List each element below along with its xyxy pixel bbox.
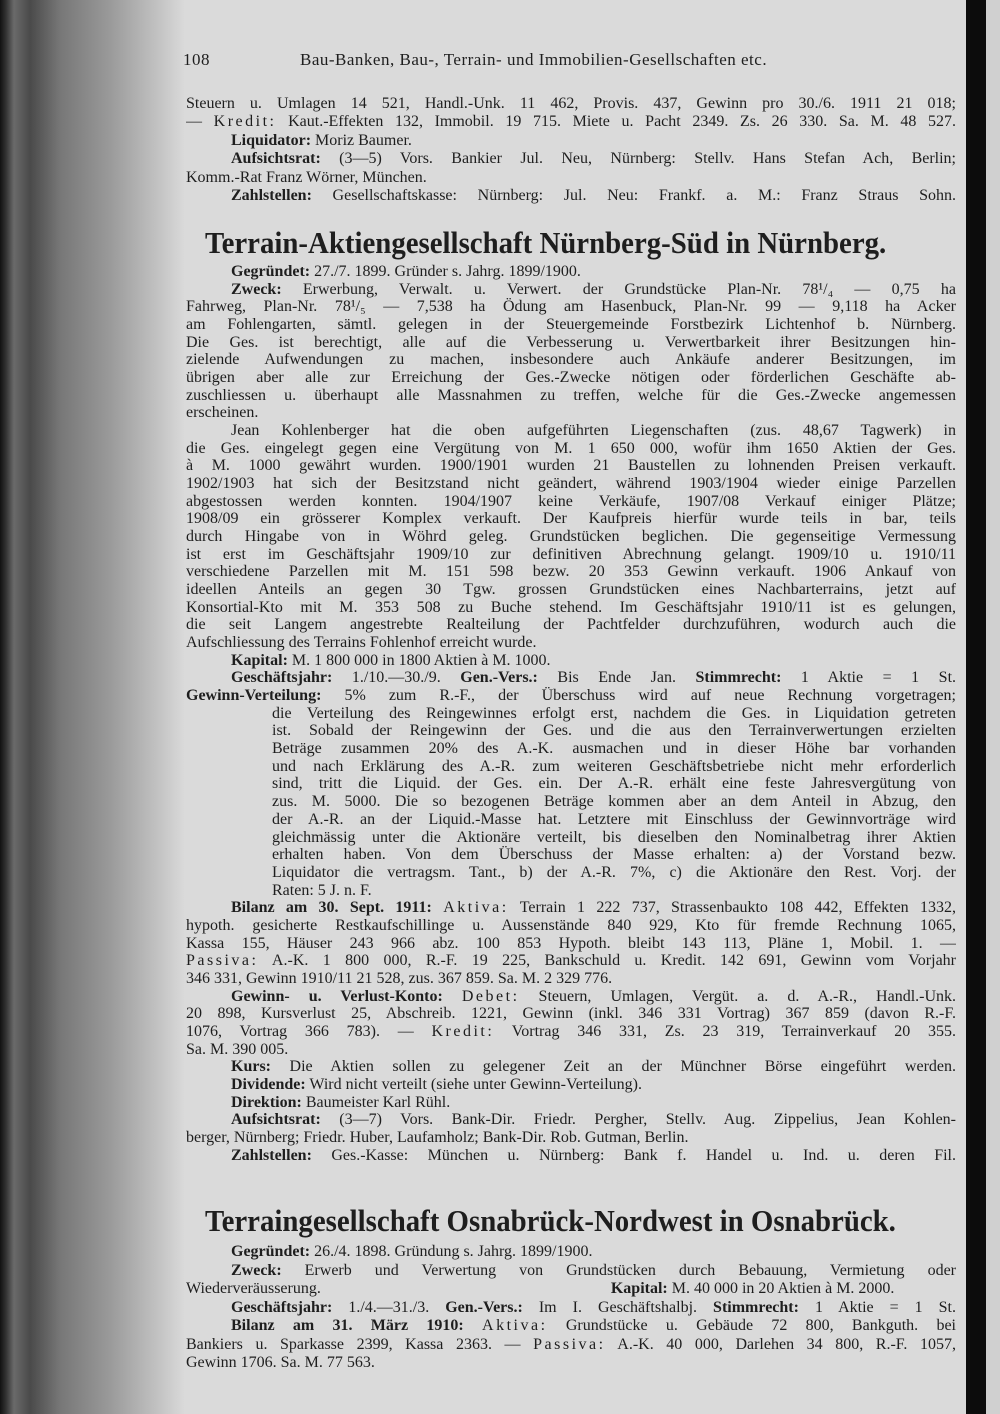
field-label: Zahlstellen: <box>231 1146 312 1164</box>
text-segment <box>464 1317 482 1334</box>
text-line <box>186 882 956 900</box>
text-line <box>186 634 956 652</box>
text-segment: ist. Sobald der Reingewinn der Ges. und die aus den Terrainverwertungen erzielten <box>272 722 956 740</box>
spaced-label: Kredit: <box>431 1022 495 1040</box>
text-segment: Bankiers u. Sparkasse 2399, Kassa 2363. — <box>186 1335 534 1353</box>
text-line <box>186 528 956 546</box>
text-segment <box>432 899 443 916</box>
text-segment: Raten: 5 J. n. F. <box>272 881 372 899</box>
text-segment: hypoth. gesicherte Restkaufschillinge u. Aussenstände 840 929, Kto für fremde Rechnung 1065, <box>186 916 956 934</box>
spaced-label: Kredit: <box>213 113 277 131</box>
text-line <box>186 316 956 334</box>
text-line <box>186 404 956 422</box>
text-segment: verschiedene Parzellen mit M. 151 598 bezw. 20 353 Gewinn verkauft. 1906 Ankauf von <box>186 563 956 581</box>
text-segment: 26./4. 1898. Gründung s. Jahrg. 1899/1900. <box>310 1243 593 1260</box>
text-line <box>186 1354 956 1373</box>
text-segment: Ges.-Kasse: München u. Nürnberg: Bank f. Handel u. Ind. u. deren Fil. <box>311 1146 956 1164</box>
text-segment: der A.-R. an der Liquid.-Masse hat. Letztere mit Einschluss der Gewinnvorträge wird <box>272 810 956 828</box>
text-segment: 346 331, Gewinn 1910/11 21 528, zus. 367 859. Sa. M. 2 329 776. <box>186 969 613 987</box>
text-segment: 1902/1903 hat sich der Besitzstand nicht geändert, während 1903/1904 wieder einige Parzellen <box>186 475 956 493</box>
text-line <box>186 95 956 113</box>
text-line <box>186 1147 956 1165</box>
text-segment: — <box>186 113 214 131</box>
text-line <box>186 1317 956 1336</box>
previous-company-entry <box>186 95 956 205</box>
text-segment: Konsortial-Kto mit M. 353 508 zu Buche stehend. Im Geschäftsjahr 1910/11 ist es gelungen, <box>186 598 956 616</box>
text-segment: Wiederveräusserung. <box>186 1280 321 1297</box>
text-line <box>186 1023 956 1041</box>
text-line <box>186 829 956 847</box>
text-line <box>186 263 956 281</box>
text-segment: Gesellschaftskasse: Nürnberg: Jul. Neu: Frankf. a. M.: Franz Straus Sohn. <box>311 186 956 204</box>
text-segment: Moriz Baumer. <box>311 131 412 149</box>
page-edge-shadow <box>966 0 986 1414</box>
text-line <box>186 1076 956 1094</box>
field-label: Gegründet: <box>231 263 311 280</box>
text-line <box>186 351 956 369</box>
text-segment: die Verteilung des Reingewinnes erfolgt erst, nachdem die Ges. in Liquidation getreten <box>272 704 956 722</box>
field-label: Bilanz am 30. Sept. 1911: <box>231 899 432 917</box>
text-line <box>186 1094 956 1112</box>
text-segment: Jean Kohlenberger hat die oben aufgeführten Liegenschaften (zus. 48,67 Tagwerk) in <box>231 422 956 440</box>
text-line <box>186 1041 956 1059</box>
text-segment: die Ges. eingelegt gegen eine Vergütung von M. 1 650 000, wofür ihm 1650 Aktien der Ges. <box>186 439 956 457</box>
field-label: Aufsichtsrat: <box>231 1111 321 1129</box>
text-segment: gleichmässig unter die Aktionäre verteilt, bis dieselben den Nominalbetrag ihrer Aktien <box>272 828 956 846</box>
text-segment: Baumeister Karl Rühl. <box>301 1093 451 1111</box>
text-line <box>186 581 956 599</box>
text-segment: Liquidator die vertragsm. Tant., b) der A.-R. 7%, c) die Aktionäre den Rest. Vorj. der <box>272 863 956 881</box>
text-segment: berger, Nürnberg; Friedr. Huber, Laufamholz; Bank-Dir. Rob. Gutman, Berlin. <box>186 1128 689 1146</box>
text-line <box>186 705 956 723</box>
text-segment: A.-K. 40 000, Darlehen 34 800, R.-F. 1057, <box>605 1335 956 1353</box>
text-line <box>186 1262 956 1281</box>
text-segment: und nach Erklärung des A.-R. zum weiteren Geschäftsbetriebe nicht mehr erforderlich <box>272 757 956 775</box>
text-segment: (3—7) Vors. Bank-Dir. Friedr. Pergher, Stellv. Aug. Zippelius, Jean Kohlen- <box>320 1111 956 1129</box>
text-segment: Erwerb und Verwertung von Grundstücken durch Bebauung, Vermietung oder <box>281 1261 956 1279</box>
text-segment: abgestossen werden konnten. 1904/1907 keine Verkäufe, 1907/08 Verkauf einiger Plätze; <box>186 492 956 510</box>
text-line <box>186 793 956 811</box>
field-label: Gegründet: <box>231 1243 311 1260</box>
text-segment: 1908/09 ein grösserer Komplex verkauft. Der Kaufpreis hierfür wurde teils in bar, teils <box>186 510 956 528</box>
company-heading-nuernberg-sued: Terrain-Aktiengesellschaft Nürnberg-Süd in Nürnberg. <box>205 225 887 260</box>
text-segment: 1 Aktie = 1 St. <box>781 669 956 687</box>
text-line <box>186 899 956 917</box>
text-line <box>186 1005 956 1023</box>
text-line <box>186 563 956 581</box>
field-label: Geschäftsjahr: <box>231 1298 333 1316</box>
text-segment: Kaut.-Effekten 132, Immobil. 19 715. Miete u. Pacht 2349. Zs. 26 330. Sa. M. 48 527. <box>276 113 956 131</box>
text-line <box>186 652 956 670</box>
text-segment: 27./7. 1899. Gründer s. Jahrg. 1899/1900. <box>310 263 581 280</box>
text-segment: A.-K. 1 800 000, R.-F. 19 225, Bankschuld u. Kredit. 142 691, Gewinn vom Vorjahr <box>258 952 956 970</box>
text-segment: Steuern, Umlagen, Vergüt. a. d. A.-R., Handl.-Unk. <box>519 987 956 1005</box>
text-line <box>186 510 956 528</box>
text-line <box>186 846 956 864</box>
text-segment: Vortrag 346 331, Zs. 23 319, Terrainverkauf 20 355. <box>494 1022 956 1040</box>
spaced-label: Debet: <box>461 987 520 1005</box>
text-segment: 1 Aktie = 1 St. <box>798 1298 956 1316</box>
text-line <box>186 440 956 458</box>
next-page-edge <box>986 0 1000 1414</box>
text-segment: 1./4.—31./3. <box>332 1298 446 1316</box>
text-line <box>186 169 956 187</box>
text-segment: zuschliessen u. überhaupt alle Massnahmen zu treffen, welche für die Ges.-Zwecke angemessen <box>186 386 956 404</box>
company-entry-nuernberg-sued <box>186 263 956 1164</box>
book-binding-shadow <box>0 0 185 1414</box>
text-line <box>186 187 956 205</box>
text-segment: (3—5) Vors. Bankier Jul. Neu, Nürnberg: Stellv. Hans Stefan Ach, Berlin; <box>320 150 956 168</box>
text-line <box>186 150 956 168</box>
text-line <box>186 811 956 829</box>
company-heading-osnabrueck-nordwest: Terraingesellschaft Osnabrück-Nordwest in Osnabrück. <box>205 1203 896 1238</box>
text-line <box>186 369 956 387</box>
text-line <box>186 935 956 953</box>
text-segment: zus. M. 5000. Die so bezogenen Beträge kommen aber an dem Anteil in Abzug, den <box>272 793 956 811</box>
text-line <box>186 740 956 758</box>
text-segment: Erwerbung, Verwalt. u. Verwert. der Grundstücke Plan-Nr. 78¹/₄ — 0,75 ha <box>281 280 956 298</box>
text-line <box>186 722 956 740</box>
text-segment: 5% zum R.-F., der Überschuss wird auf neue Rechnung vorgetragen; <box>321 687 956 705</box>
company-entry-osnabrueck-nordwest <box>186 1243 956 1373</box>
running-title: Bau-Banken, Bau-, Terrain- und Immobilien-Gesellschaften etc. <box>300 50 768 69</box>
text-line <box>186 758 956 776</box>
spaced-label: Aktiva: <box>482 1317 548 1334</box>
text-segment: Steuern u. Umlagen 14 521, Handl.-Unk. 11 462, Provis. 437, Gewinn pro 30./6. 1911 21 018; <box>186 95 956 112</box>
text-segment: M. 40 000 in 20 Aktien à M. 2000. <box>667 1280 895 1297</box>
text-line <box>186 775 956 793</box>
text-segment: Fahrweg, Plan-Nr. 78¹/₅ — 7,538 ha Ödung am Hasenbuck, Plan-Nr. 99 — 9,118 ha Acker <box>186 298 956 316</box>
text-segment: 20 898, Kursverlust 25, Abschreib. 1221, Gewinn (inkl. 346 331 Vortrag) 367 859 (davon R.-F. <box>186 1005 956 1023</box>
field-label: Liquidator: <box>231 131 312 149</box>
text-segment: Aufschliessung des Terrains Fohlenhof erreicht wurde. <box>186 634 537 652</box>
field-label: Gewinn-Verteilung: <box>186 687 322 705</box>
page-number: 108 <box>183 50 210 69</box>
text-segment: Im I. Geschäftshalbj. <box>522 1298 714 1316</box>
text-segment: sind, tritt die Liquid. der Ges. ein. Der A.-R. erhält eine feste Jahresvergütung von <box>272 775 956 793</box>
field-label: Gen.-Vers.: <box>445 1298 523 1316</box>
text-line <box>186 1058 956 1076</box>
field-label: Stimmrecht: <box>695 669 782 687</box>
text-segment: Gewinn 1706. Sa. M. 77 563. <box>186 1354 375 1371</box>
text-segment: Wird nicht verteilt (siehe unter Gewinn-Verteilung). <box>305 1075 642 1093</box>
field-label: Stimmrecht: <box>713 1298 799 1316</box>
text-line <box>186 669 956 687</box>
text-line <box>186 1280 956 1299</box>
spaced-label: Passiva: <box>533 1335 606 1353</box>
text-line <box>186 422 956 440</box>
text-segment: erscheinen. <box>186 404 259 422</box>
field-label: Bilanz am 31. März 1910: <box>231 1317 464 1334</box>
text-line <box>186 970 956 988</box>
text-line <box>186 952 956 970</box>
field-label: Zweck: <box>231 280 282 298</box>
text-segment: Beträge zusammen 20% des A.-K. ausmachen und in dieser Höhe bar vorhanden <box>272 740 956 758</box>
text-segment: durch Hingabe von in Wöhrd geleg. Grundstücken beglichen. Die gegenseitige Vermessung <box>186 528 956 546</box>
text-segment: Die Ges. ist berechtigt, alle auf die Verbesserung u. Verwertbarkeit ihrer Besitzungen hin- <box>186 333 956 351</box>
spaced-label: Passiva: <box>186 952 259 970</box>
text-segment: am Fohlengarten, sämtl. gelegen in der Steuergemeinde Forstbezirk Lichtenhof b. Nürnberg. <box>186 316 956 334</box>
text-segment: die seit Langem angestrebte Realteilung der Pachtfelder durchzuführen, wodurch auch die <box>186 616 956 634</box>
text-line <box>186 298 956 316</box>
field-label: Kurs: <box>231 1058 271 1076</box>
text-segment: 1./10.—30./9. <box>332 669 461 687</box>
text-segment: M. 1 800 000 in 1800 Aktien à M. 1000. <box>287 651 551 669</box>
text-segment: Komm.-Rat Franz Wörner, München. <box>186 168 427 186</box>
field-label: Zahlstellen: <box>231 186 312 204</box>
text-line <box>186 988 956 1006</box>
text-line <box>186 457 956 475</box>
field-label: Dividende: <box>231 1075 306 1093</box>
text-segment: Grundstücke u. Gebäude 72 800, Bankguth. bei <box>547 1317 956 1334</box>
text-segment: Die Aktien sollen zu gelegener Zeit an der Münchner Börse eingeführt werden. <box>271 1058 956 1076</box>
text-line <box>186 334 956 352</box>
text-line <box>186 1243 956 1262</box>
field-label: Zweck: <box>231 1261 282 1279</box>
text-segment: übrigen aber alle zur Erreichung der Ges.-Zwecke nötigen oder förderlichen Geschäfte ab- <box>186 369 956 387</box>
field-label: Direktion: <box>231 1093 302 1111</box>
text-line <box>186 475 956 493</box>
text-segment: Kassa 155, Häuser 243 966 abz. 100 853 Hypoth. bleibt 143 113, Pläne 1, Mobil. 1. — <box>186 934 956 952</box>
text-line <box>186 1111 956 1129</box>
text-line <box>186 1299 956 1318</box>
text-segment: erhalten haben. Von dem Überschuss der Masse erhalten: a) der Vorstand bezw. <box>272 846 956 864</box>
text-line <box>186 599 956 617</box>
text-line <box>186 132 956 150</box>
text-segment: Terrain 1 222 737, Strassenbaukto 108 442, Effekten 1332, <box>508 899 956 917</box>
text-line <box>186 917 956 935</box>
field-label: Kapital: <box>610 1280 668 1297</box>
text-segment <box>443 988 462 1005</box>
text-segment: Sa. M. 390 005. <box>186 1040 289 1058</box>
text-segment: Bis Ende Jan. <box>537 669 696 687</box>
field-label: Gewinn- u. Verlust-Konto: <box>231 987 443 1005</box>
text-segment: ideellen Anteils an gegen 30 Tgw. grossen Grundstücken eines Nachbarterrains, jetzt auf <box>186 581 956 599</box>
text-line <box>186 387 956 405</box>
field-label: Aufsichtsrat: <box>231 150 321 168</box>
text-segment: ist erst im Geschäftsjahr 1909/10 zur definitiven Abrechnung gelangt. 1909/10 u. 1910/11 <box>186 545 956 563</box>
text-line <box>186 546 956 564</box>
text-line <box>186 113 956 131</box>
text-line <box>186 1336 956 1355</box>
text-segment: 1076, Vortrag 366 783). — <box>186 1022 432 1040</box>
text-segment: à M. 1000 gewährt wurden. 1900/1901 wurden 21 Baustellen zu lohnenden Preisen verkauft. <box>186 457 956 475</box>
text-line <box>186 616 956 634</box>
text-line <box>186 687 956 705</box>
text-line <box>186 281 956 299</box>
text-line <box>186 1129 956 1147</box>
text-line <box>186 864 956 882</box>
text-segment: zielende Aufwendungen zu machen, insbesondere auch Ankäufe anderer Besitzungen, im <box>186 351 956 369</box>
text-line <box>186 493 956 511</box>
field-label: Kapital: <box>231 651 288 669</box>
field-label: Geschäftsjahr: <box>231 669 333 687</box>
field-label: Gen.-Vers.: <box>460 669 538 687</box>
spaced-label: Aktiva: <box>443 899 509 917</box>
